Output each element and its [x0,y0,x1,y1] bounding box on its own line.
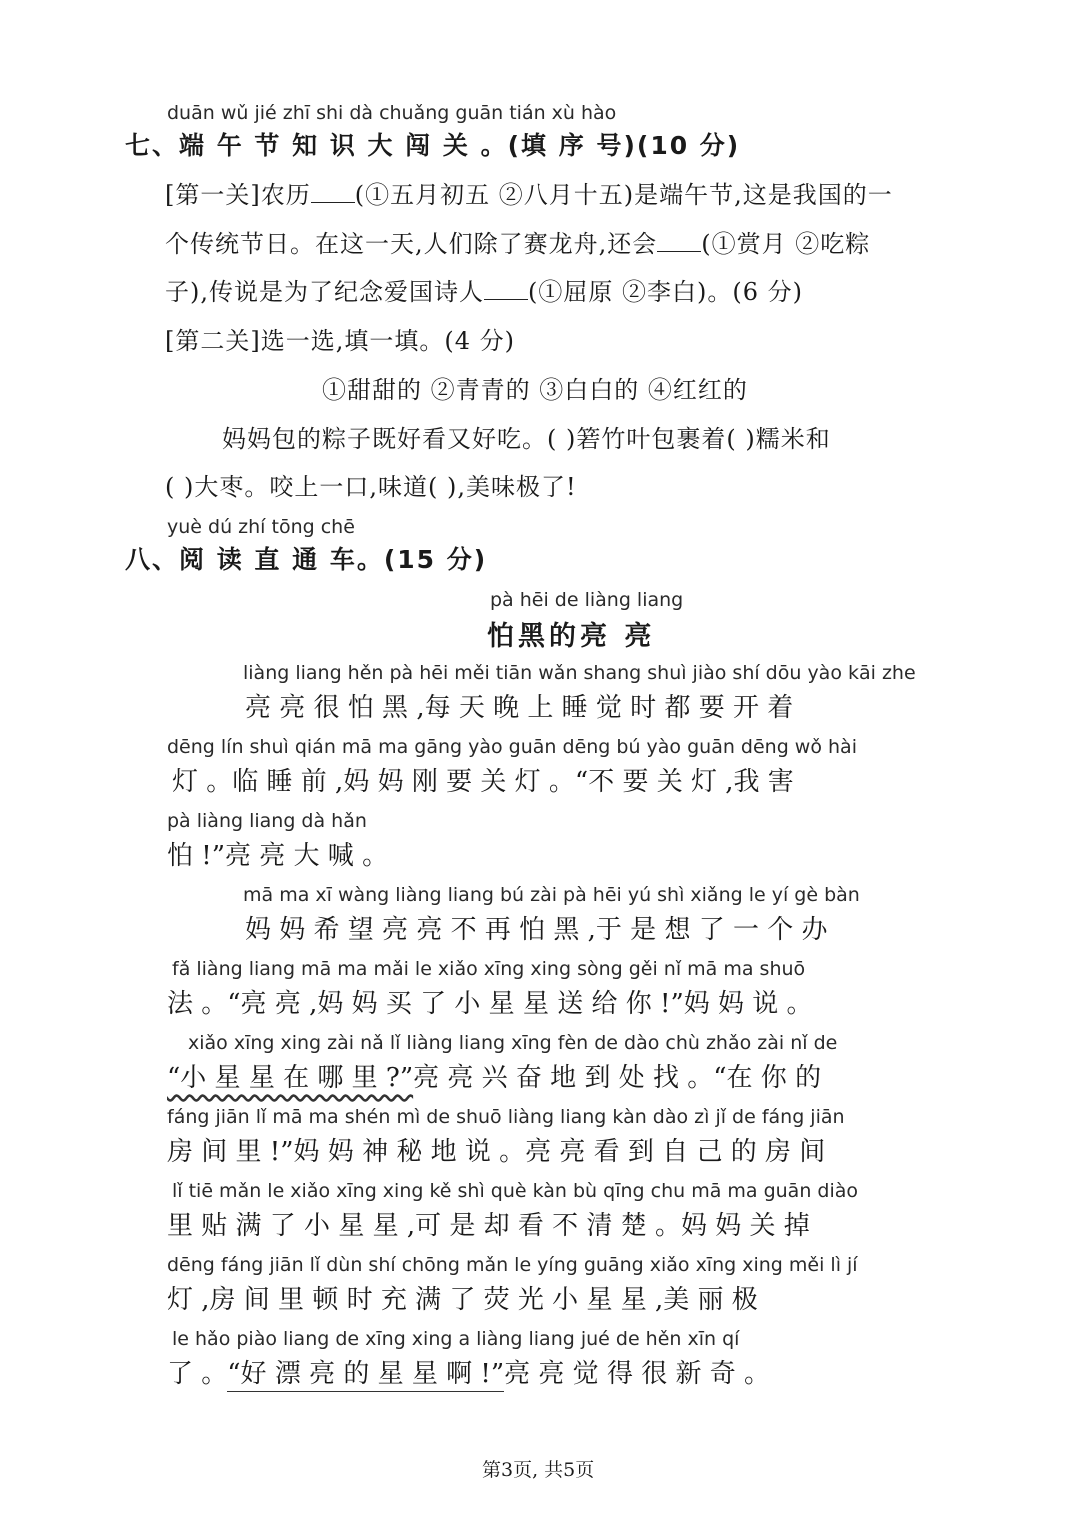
story-line5-pinyin: fǎ liàng liang mā ma mǎi le xiǎo xīng xing sòng gěi nǐ mā ma shuō [172,958,806,980]
story-line10 [167,1353,770,1390]
story-line7: 房 间 里 !”妈 妈 神 秘 地 说 。亮 亮 看 到 自 己 的 房 间 [167,1137,826,1167]
section7-heading: 七、端 午 节 知 识 大 闯 关 。(填 序 号)(10 分) [125,131,741,160]
story-line1-pinyin: liàng liang hěn pà hēi měi tiān wǎn shang shuì jiào shí dōu yào kāi zhe [243,662,916,684]
section7-line3 [165,272,803,307]
answer-blank-3[interactable] [484,279,528,300]
section7-pinyin: duān wǔ jié zhī shi dà chuǎng guān tián xù hào [167,102,617,124]
story-line3-pinyin: pà liàng liang dà hǎn [167,810,367,832]
section7-line6: ( )大枣。咬上一口,味道( ),美味极了! [165,473,577,501]
story-line3: 怕 !”亮 亮 大 喊 。 [167,841,389,871]
section8-pinyin: yuè dú zhí tōng chē [167,516,355,538]
story-line5: 法 。“亮 亮 ,妈 妈 买 了 小 星 星 送 给 你 !”妈 妈 说 。 [167,989,813,1019]
story-title-pinyin: pà hēi de liàng liang [490,589,684,611]
story-line6-rest: 亮 亮 兴 奋 地 到 处 找 。“在 你 的 [413,1063,822,1093]
section7-line4: [第二关]选一选,填一填。(4 分) [165,327,515,355]
line3-text-b: (①屈原 ②李白)。(6 分) [528,278,803,306]
section7-options: ①甜甜的 ②青青的 ③白白的 ④红红的 [322,376,748,404]
wavy-underlined-question: “小 星 星 在 哪 里 ?” [167,1063,414,1093]
section7-line5: 妈妈包的粽子既好看又好吃。( )箬竹叶包裹着( )糯米和 [222,425,831,453]
story-line8: 里 贴 满 了 小 星 星 ,可 是 却 看 不 清 楚 。妈 妈 关 掉 [167,1211,810,1241]
line2-text-b: (①赏月 ②吃粽 [701,230,871,258]
line2-text-a: 个传统节日。在这一天,人们除了赛龙舟,还会 [165,230,658,258]
story-line2-pinyin: dēng lín shuì qián mā ma gāng yào guān dēng bú yào guān dēng wǒ hài [167,736,857,758]
story-line10-end: 亮 亮 觉 得 很 新 奇 。 [504,1359,771,1389]
line3-text-a: 子),传说是为了纪念爱国诗人 [165,278,484,306]
section7-line2 [165,224,870,259]
story-line2: 灯 。临 睡 前 ,妈 妈 刚 要 关 灯 。“不 要 关 灯 ,我 害 [172,767,794,797]
story-line4-pinyin: mā ma xī wàng liàng liang bú zài pà hēi yú shì xiǎng le yí gè bàn [243,884,860,906]
story-line4: 妈 妈 希 望 亮 亮 不 再 怕 黑 ,于 是 想 了 一 个 办 [245,915,828,945]
story-line10-pinyin: le hǎo piào liang de xīng xing a liàng liang jué de hěn xīn qí [172,1328,740,1350]
story-line6-pinyin: xiǎo xīng xing zài nǎ lǐ liàng liang xīng fèn de dào chù zhǎo zài nǐ de [188,1032,838,1054]
story-line7-pinyin: fáng jiān lǐ mā ma shén mì de shuō liàng liang kàn dào zì jǐ de fáng jiān [167,1106,845,1128]
story-line1: 亮 亮 很 怕 黑 ,每 天 晚 上 睡 觉 时 都 要 开 着 [245,693,794,723]
underlined-exclamation: “好 漂 亮 的 星 星 啊 !” [227,1359,504,1392]
section7-line1 [165,175,893,210]
page-number: 第3页, 共5页 [482,1459,595,1481]
section8-heading: 八、阅 读 直 通 车。(15 分) [125,545,488,574]
story-line8-pinyin: lǐ tiē mǎn le xiǎo xīng xing kě shì què kàn bù qīng chu mā ma guān diào [172,1180,859,1202]
story-line9: 灯 ,房 间 里 顿 时 充 满 了 荧 光 小 星 星 ,美 丽 极 [167,1285,758,1315]
story-line10-start: 了 。 [167,1359,228,1389]
answer-blank-1[interactable] [311,182,355,203]
story-line6 [167,1057,821,1094]
story-line9-pinyin: dēng fáng jiān lǐ dùn shí chōng mǎn le yíng guāng xiǎo xīng xing měi lì jí [167,1254,858,1276]
line1-text-b: (①五月初五 ②八月十五)是端午节,这是我国的一 [354,181,893,209]
line1-text-a: [第一关]农历 [165,181,311,209]
answer-blank-2[interactable] [657,231,701,252]
story-title: 怕黑的亮 亮 [487,621,656,652]
